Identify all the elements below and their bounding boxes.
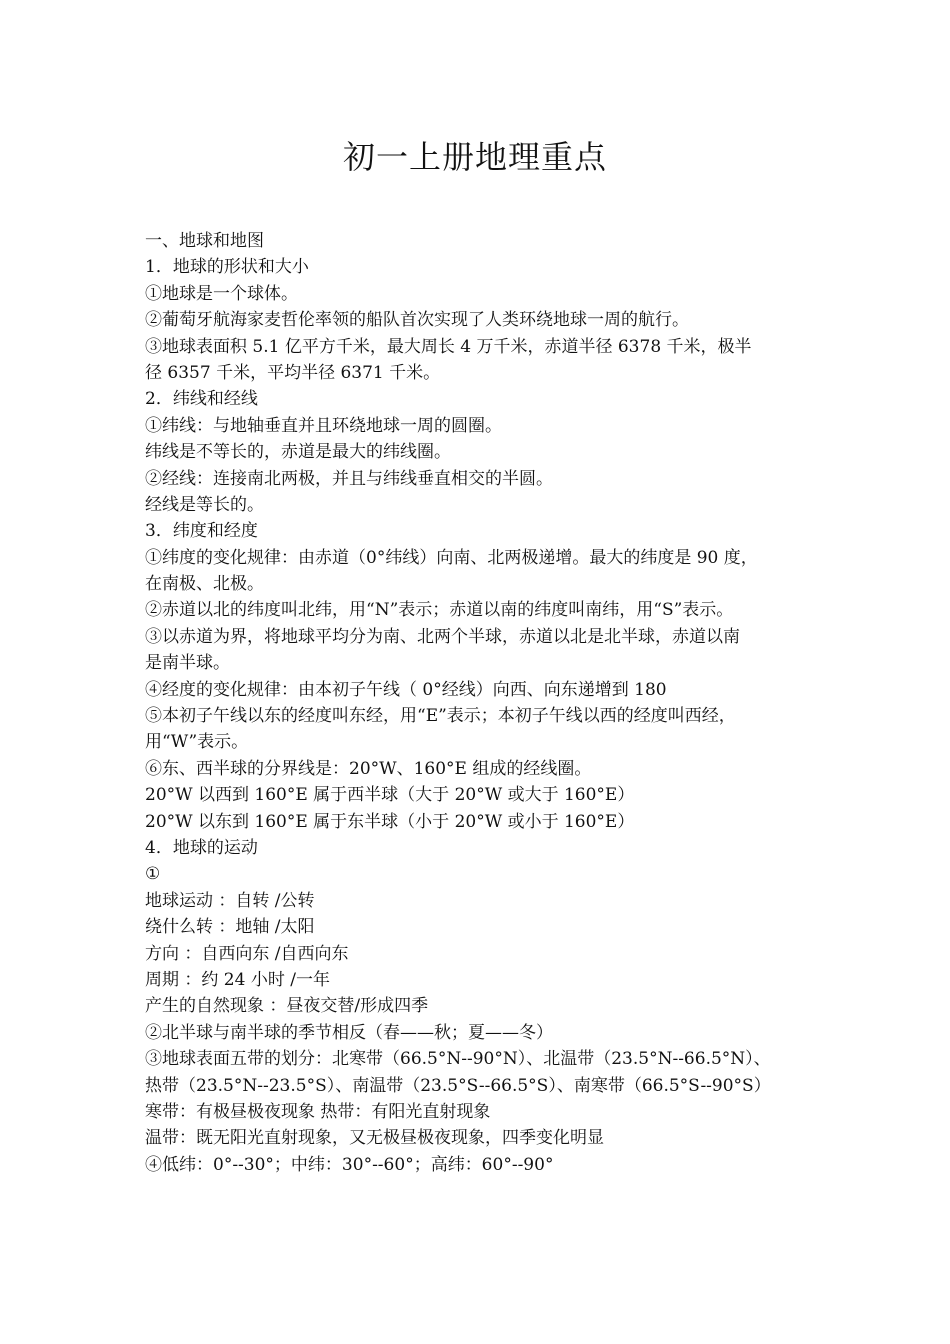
text-line: 在南极、北极。 [145, 574, 264, 595]
text-line: 20°W 以东到 160°E 属于东半球（小于 20°W 或小于 160°E） [145, 811, 635, 832]
text-line: 产生的自然现象 ：昼夜交替/形成四季 [145, 996, 429, 1017]
text-line: 温带：既无阳光直射现象，又无极昼极夜现象，四季变化明显 [145, 1128, 604, 1149]
text-line: ① [145, 864, 161, 885]
text-line: ②经线：连接南北两极，并且与纬线垂直相交的半圆。 [145, 468, 553, 489]
text-line: 方向 ：自西向东 /自西向东 [145, 943, 349, 964]
text-line: ③以赤道为界，将地球平均分为南、北两个半球，赤道以北是北半球，赤道以南 [145, 626, 740, 647]
text-line: ①纬线：与地轴垂直并且环绕地球一周的圆圈。 [145, 415, 502, 436]
text-line: 1．地球的形状和大小 [145, 257, 309, 278]
text-line: ②北半球与南半球的季节相反（春——秋；夏——冬） [145, 1022, 553, 1043]
text-line: 纬线是不等长的，赤道是最大的纬线圈。 [145, 442, 451, 463]
text-line: 经线是等长的。 [145, 494, 264, 515]
text-line: ⑥东、西半球的分界线是：20°W、160°E 组成的经线圈。 [145, 758, 592, 779]
text-line: 4．地球的运动 [145, 837, 258, 858]
text-line: ②葡萄牙航海家麦哲伦率领的船队首次实现了人类环绕地球一周的航行。 [145, 310, 689, 331]
text-line: ①纬度的变化规律：由赤道（0°纬线）向南、北两极递增。最大的纬度是 90 度， [145, 547, 758, 568]
text-line: 地球运动 ：自转 /公转 [145, 890, 315, 911]
text-line: 径 6357 千米，平均半径 6371 千米。 [145, 362, 441, 383]
text-line: ⑤本初子午线以东的经度叫东经，用“E”表示；本初子午线以西的经度叫西经， [145, 706, 736, 727]
text-line: ③地球表面五带的划分：北寒带（66.5°N--90°N）、北温带（23.5°N--66.5°N）、 [145, 1049, 771, 1070]
text-line: 绕什么转 ：地轴 /太阳 [145, 917, 315, 938]
text-line: ④经度的变化规律：由本初子午线（ 0°经线）向西、向东递增到 180 [145, 679, 667, 700]
document-body [145, 228, 825, 1178]
text-line: 周期 ：约 24 小时 /一年 [145, 969, 330, 990]
text-line: 一、地球和地图 [145, 231, 264, 251]
text-line: ③地球表面积 5.1 亿平方千米，最大周长 4 万千米，赤道半径 6378 千米，极半 [145, 336, 752, 357]
text-line: 3．纬度和经度 [145, 521, 258, 542]
text-line: ①地球是一个球体。 [145, 283, 298, 304]
text-line: ②赤道以北的纬度叫北纬，用“N”表示；赤道以南的纬度叫南纬，用“S”表示。 [145, 600, 734, 621]
text-line: 寒带：有极昼极夜现象 热带：有阳光直射现象 [145, 1101, 491, 1122]
text-line: 用“W”表示。 [145, 732, 249, 753]
text-line: 是南半球。 [145, 653, 230, 674]
text-line: 2．纬线和经线 [145, 389, 258, 410]
text-line: 热带（23.5°N--23.5°S）、南温带（23.5°S--66.5°S）、南寒带（66.5°S--90°S） [145, 1075, 771, 1096]
page-title: 初一上册地理重点 [342, 138, 607, 176]
text-line: 20°W 以西到 160°E 属于西半球（大于 20°W 或大于 160°E） [145, 785, 635, 806]
text-line: ④低纬：0°--30°；中纬：30°--60°；高纬：60°--90° [145, 1154, 554, 1175]
